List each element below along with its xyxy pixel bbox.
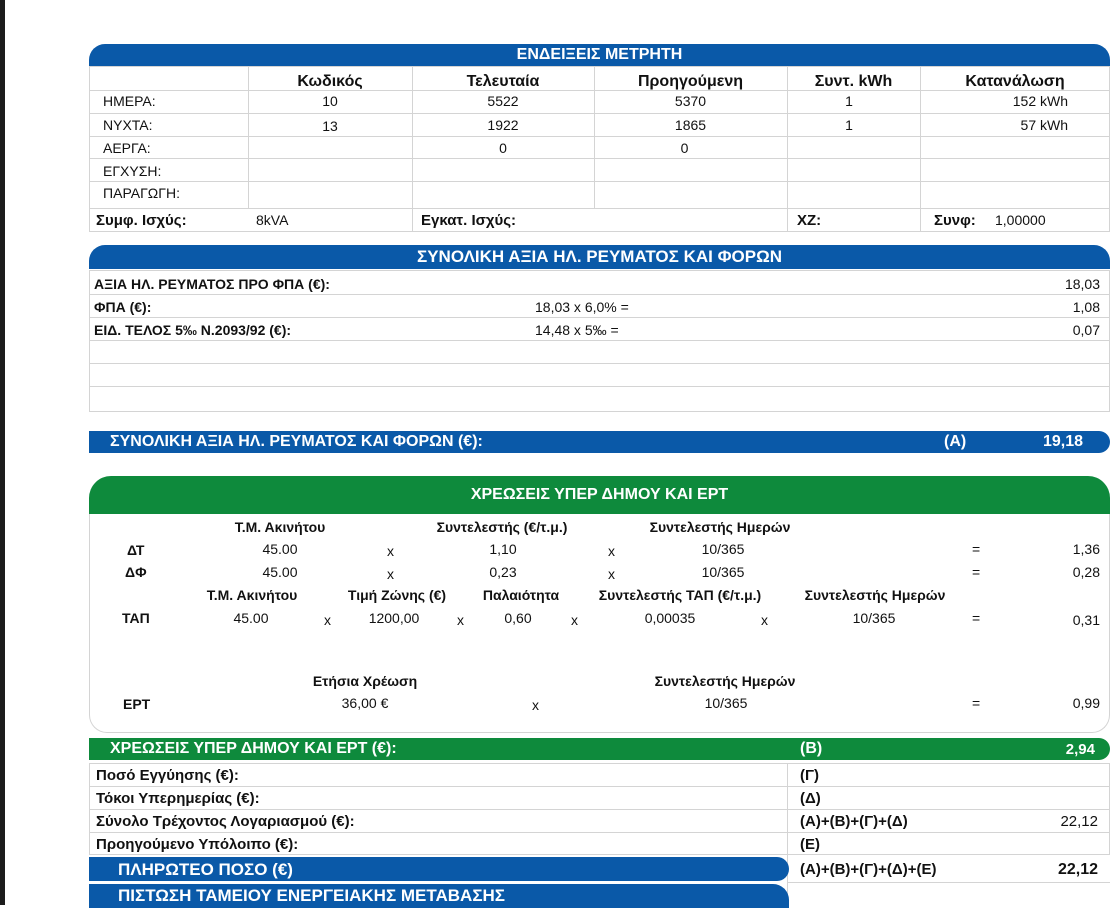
summary-guarantee-code: (Γ) — [800, 767, 820, 784]
municipal-total-label: ΧΡΕΩΣΕΙΣ ΥΠΕΡ ΔΗΜΟΥ ΚΑΙ ΕΡΤ (€): — [110, 740, 397, 757]
h1-days: Συντελεστής Ημερών — [649, 519, 791, 535]
summary-current-label: Σύνολο Τρέχοντος Λογαριασμού (€): — [96, 813, 355, 830]
energy-row-tax-value: 0,07 — [1072, 322, 1100, 338]
agreed-power-label: Συμφ. Ισχύς: — [96, 212, 187, 229]
energy-row-net-label: ΑΞΙΑ ΗΛ. ΡΕΥΜΑΤΟΣ ΠΡΟ ΦΠΑ (€): — [94, 276, 330, 292]
col-code: Κωδικός — [297, 73, 363, 90]
summary-interest-code: (Δ) — [800, 790, 821, 807]
h2-days: Συντελεστής Ημερών — [804, 587, 946, 603]
meter-title: ΕΝΔΕΙΞΕΙΣ ΜΕΤΡΗΤΗ — [516, 46, 683, 63]
summary-guarantee-label: Ποσό Εγγύησης (€): — [96, 767, 239, 784]
municipal-title: ΧΡΕΩΣΕΙΣ ΥΠΕΡ ΔΗΜΟΥ ΚΑΙ ΕΡΤ — [470, 486, 729, 503]
credit-label: ΠΙΣΤΩΣΗ ΤΑΜΕΙΟΥ ΕΝΕΡΓΕΙΑΚΗΣ ΜΕΤΑΒΑΣΗΣ — [118, 886, 506, 905]
summary-current-value: 22,12 — [1060, 813, 1098, 830]
col-prev: Προηγούμενη — [637, 73, 744, 90]
energy-row-tax-label: ΕΙΔ. ΤΕΛΟΣ 5‰ Ν.2093/92 (€): — [94, 322, 292, 338]
municipal-total-code: (Β) — [800, 740, 823, 757]
municipal-header — [89, 476, 1110, 514]
energy-row-vat-label: ΦΠΑ (€): — [94, 299, 152, 315]
h2-age: Παλαιότητα — [482, 587, 560, 603]
energy-row-vat-value: 1,08 — [1072, 299, 1100, 315]
energy-row-net-value: 18,03 — [1064, 276, 1100, 292]
summary-previous-code: (Ε) — [800, 836, 820, 853]
pay-value: 22,12 — [1057, 861, 1098, 878]
meter-row-injection: ΕΓΧΥΣΗ: — [103, 163, 162, 179]
meter-row-production: ΠΑΡΑΓΩΓΗ: — [103, 185, 180, 201]
energy-row-tax-calc: 14,48 x 5‰ = — [535, 322, 619, 338]
col-last: Τελευταία — [466, 73, 540, 90]
energy-header — [89, 245, 1110, 269]
h2-zone: Τιμή Ζώνης (€) — [347, 587, 447, 603]
h2-area: Τ.Μ. Ακινήτου — [206, 587, 298, 603]
summary-current-code: (Α)+(Β)+(Γ)+(Δ) — [800, 813, 908, 830]
col-coef: Συντ. kWh — [814, 73, 893, 90]
summary-previous-label: Προηγούμενο Υπόλοιπο (€): — [96, 836, 299, 853]
energy-total-value: 19,18 — [1042, 433, 1083, 450]
h1-coef: Συντελεστής (€/τ.μ.) — [436, 519, 568, 535]
col-consumption: Κατανάλωση — [965, 73, 1065, 90]
summary-interest-label: Τόκοι Υπερημερίας (€): — [96, 790, 260, 807]
energy-title: ΣΥΝΟΛΙΚΗ ΑΞΙΑ ΗΛ. ΡΕΥΜΑΤΟΣ ΚΑΙ ΦΟΡΩΝ — [417, 247, 782, 266]
xz-label: ΧΖ: — [797, 212, 822, 229]
h3-annual: Ετήσια Χρέωση — [312, 673, 418, 689]
agreed-power-value: 8kVA — [256, 212, 289, 228]
meter-header — [89, 44, 1110, 66]
installed-power-label: Εγκατ. Ισχύς: — [421, 212, 517, 229]
pay-code: (Α)+(Β)+(Γ)+(Δ)+(Ε) — [800, 861, 937, 878]
cosphi-label: Συνφ: — [934, 212, 976, 229]
energy-total-label: ΣΥΝΟΛΙΚΗ ΑΞΙΑ ΗΛ. ΡΕΥΜΑΤΟΣ ΚΑΙ ΦΟΡΩΝ (€): — [110, 433, 483, 450]
municipal-total-value: 2,94 — [1065, 741, 1095, 758]
h1-area: Τ.Μ. Ακινήτου — [234, 519, 326, 535]
energy-row-vat-calc: 18,03 x 6,0% = — [535, 299, 629, 315]
window-edge — [0, 0, 5, 905]
h2-tap: Συντελεστής ΤΑΠ (€/τ.μ.) — [598, 587, 762, 603]
h3-days: Συντελεστής Ημερών — [654, 673, 796, 689]
energy-total-code: (Α) — [944, 433, 967, 450]
pay-label: ΠΛΗΡΩΤΕΟ ΠΟΣΟ (€) — [118, 860, 293, 879]
cosphi-value: 1,00000 — [995, 212, 1046, 228]
